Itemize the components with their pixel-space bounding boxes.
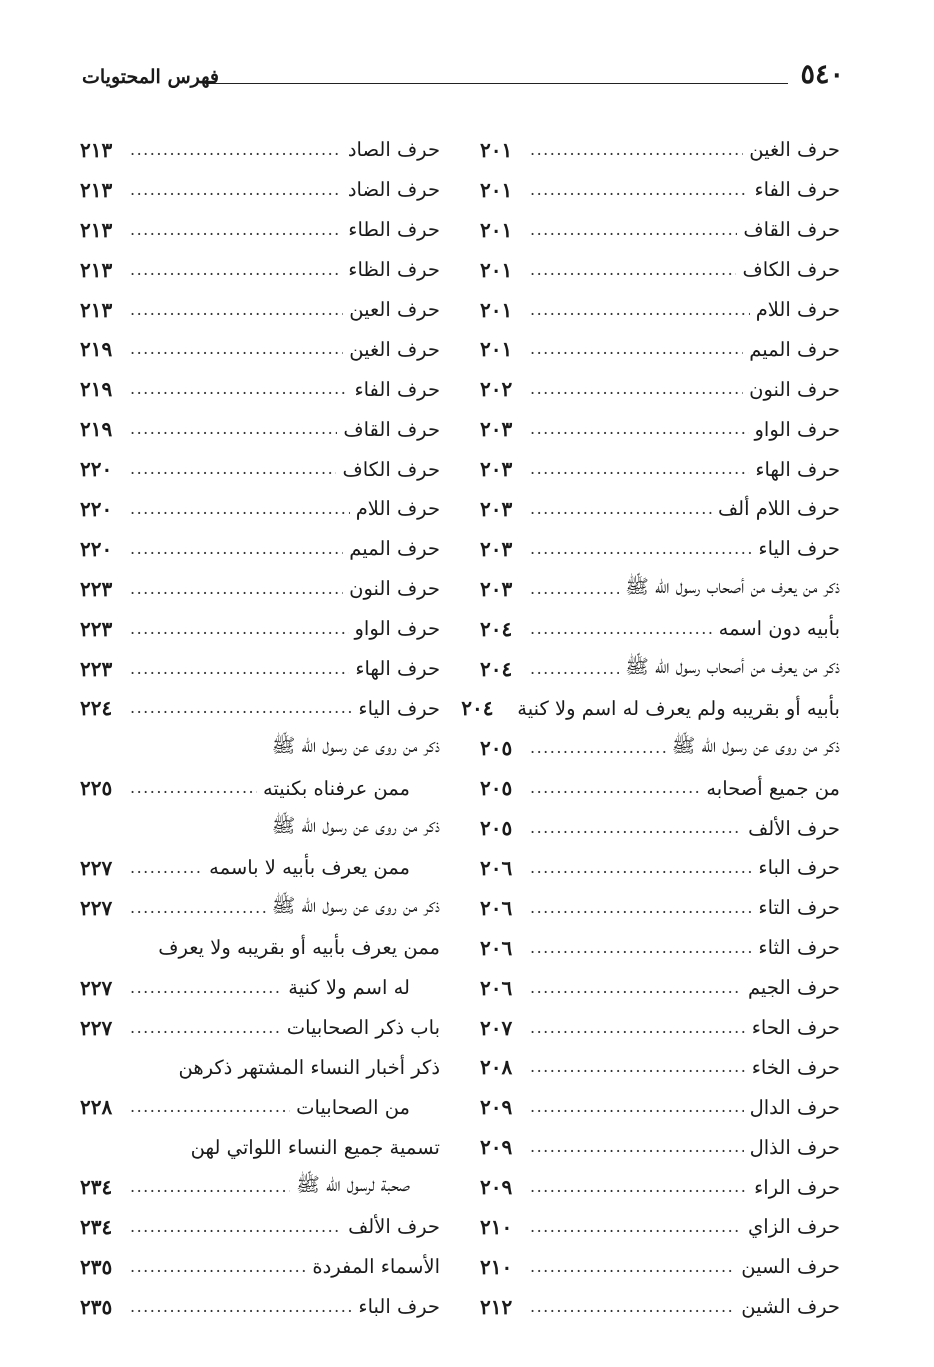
toc-entry-title: حرف الغين	[349, 337, 440, 361]
toc-entry-page: ٢١٩	[80, 377, 113, 402]
toc-entry-title: حرف القاف	[743, 218, 840, 242]
toc-entry-title: ممن يعرف بأبيه لا باسمه	[209, 856, 410, 880]
dot-leader	[130, 778, 257, 798]
dot-leader	[530, 419, 749, 439]
toc-entry	[80, 968, 440, 1008]
toc-entry-page: ٢٢٥	[80, 776, 113, 801]
toc-entry-title: حرف الهاء	[755, 457, 840, 481]
toc-entry	[80, 649, 440, 689]
toc-entry-title: حرف اللام ألف	[717, 497, 840, 521]
toc-entry	[480, 1207, 840, 1247]
toc-entry-title: حرف الصاد	[347, 138, 440, 162]
toc-entry-title: حرف الثاء	[758, 936, 840, 960]
dot-leader	[530, 260, 736, 280]
toc-entry-page: ٢٠١	[480, 137, 513, 162]
dot-leader	[530, 1057, 746, 1077]
toc-entry	[480, 130, 840, 170]
toc-entry-page: ٢٠٦	[480, 855, 513, 880]
toc-entry-page: ٢١٣	[80, 297, 113, 322]
toc-entry-page: ٢٠٣	[480, 536, 513, 561]
dot-leader	[130, 619, 349, 639]
toc-entry-page: ٢٣٤	[80, 1175, 113, 1200]
toc-entry-page: ٢٢٧	[80, 895, 113, 920]
dot-leader	[130, 858, 203, 878]
toc-entry	[480, 848, 840, 888]
toc-entry-title: حرف الفاء	[754, 178, 840, 202]
dot-leader	[530, 978, 742, 998]
toc-entry-page: ٢٠٣	[480, 457, 513, 482]
toc-entry-title: حرف الألف	[348, 1215, 440, 1239]
toc-entry-title: ذكر من روى عن رسول الله ﷺ	[271, 734, 440, 758]
toc-entry	[480, 329, 840, 369]
toc-entry-title: حرف الكاف	[742, 258, 840, 282]
dot-leader	[530, 1217, 742, 1237]
toc-entry-page: ٢٠١	[480, 177, 513, 202]
toc-entry-page: ٢٢٧	[80, 855, 113, 880]
dot-leader	[530, 180, 748, 200]
toc-entry	[80, 1008, 440, 1048]
toc-entry-title: حرف الألف	[748, 816, 840, 840]
toc-entry-page: ٢٠١	[480, 217, 513, 242]
dot-leader	[130, 140, 342, 160]
toc-entry-title: حرف الميم	[349, 537, 440, 561]
toc-entry	[480, 250, 840, 290]
toc-entry-title: حرف الغين	[749, 138, 840, 162]
toc-entry-title: حرف الميم	[749, 337, 840, 361]
toc-entry-page: ٢١٣	[80, 257, 113, 282]
dot-leader	[530, 300, 750, 320]
toc-entry-page: ٢٠٣	[480, 496, 513, 521]
toc-entry	[480, 1167, 840, 1207]
toc-entry-title: حرف اللام	[755, 298, 840, 321]
toc-entry	[480, 928, 840, 968]
toc-entry-page: ٢٠١	[480, 337, 513, 362]
toc-entry	[480, 728, 840, 768]
dot-leader	[530, 220, 737, 240]
dot-leader	[530, 140, 743, 160]
toc-entry-title: بأبيه أو بقريبه ولم يعرف له اسم ولا كنية	[517, 696, 840, 720]
toc-entry	[80, 369, 440, 409]
toc-entry-page: ٢٠٨	[480, 1055, 513, 1080]
toc-entry-title: حرف التاء	[758, 896, 840, 920]
toc-entry	[480, 1247, 840, 1287]
toc-entry	[480, 1008, 840, 1048]
toc-entry	[80, 449, 440, 489]
toc-entry	[80, 1087, 440, 1127]
toc-entry	[80, 848, 440, 888]
toc-entry	[480, 768, 840, 808]
toc-entry	[480, 569, 840, 609]
toc-entry-title: ذكر من روى عن رسول الله ﷺ	[271, 893, 440, 917]
toc-entry	[480, 888, 840, 928]
toc-entry	[80, 1167, 440, 1207]
toc-entry	[480, 1127, 840, 1167]
dot-leader	[130, 1297, 352, 1317]
dot-leader	[130, 1177, 290, 1197]
toc-entry-title: حرف السين	[741, 1255, 840, 1279]
toc-entry-page: ٢٠١	[480, 297, 513, 322]
toc-entry	[480, 489, 840, 529]
toc-entry-page: ٢٠٧	[480, 1015, 513, 1040]
dot-leader	[130, 459, 336, 479]
toc-entry-page: ٢٢٠	[80, 457, 113, 482]
toc-entry-title: ذكر من يعرف من أصحاب رسول الله ﷺ	[625, 574, 840, 598]
toc-entry-page: ٢٣٤	[80, 1214, 113, 1239]
toc-entry-page: ٢١٠	[480, 1254, 513, 1279]
dot-leader	[530, 659, 619, 679]
toc-entry	[480, 409, 840, 449]
dot-leader	[130, 978, 282, 998]
toc-entry-page: ٢١٩	[80, 417, 113, 442]
toc-entry-title: حرف الطاء	[348, 218, 440, 242]
toc-entry	[80, 1247, 440, 1287]
toc-entry-page: ٢٢٣	[80, 576, 113, 601]
toc-entry-page: ٢١٠	[480, 1214, 513, 1239]
toc-entry-title: حرف الظاء	[348, 258, 440, 282]
page-header	[82, 60, 844, 96]
toc-entry	[80, 329, 440, 369]
toc-entry-page: ٢٠٦	[480, 935, 513, 960]
toc-entry	[80, 609, 440, 649]
toc-entry	[480, 369, 840, 409]
toc-entry	[80, 130, 440, 170]
dot-leader	[130, 1018, 281, 1038]
toc-entry-page: ٢٠٣	[480, 417, 513, 442]
toc-entry	[80, 888, 440, 928]
dot-leader	[530, 858, 752, 878]
header-rule	[206, 83, 788, 84]
toc-entry-title: حرف الدال	[749, 1095, 840, 1119]
toc-entry-page: ٢٢٣	[80, 616, 113, 641]
toc-entry	[80, 768, 440, 808]
dot-leader	[130, 539, 343, 559]
dot-leader	[130, 419, 337, 439]
toc-entry-title: ذكر من روى عن رسول الله ﷺ	[271, 814, 440, 838]
toc-entry-title: صحبة لرسول الله ﷺ	[296, 1173, 410, 1197]
dot-leader	[530, 499, 712, 519]
toc-entry-title: حرف الفاء	[354, 377, 440, 401]
dot-leader	[530, 1137, 744, 1157]
dot-leader	[530, 738, 666, 758]
dot-leader	[530, 459, 749, 479]
toc-entry	[480, 170, 840, 210]
toc-entry-page: ٢٢٧	[80, 975, 113, 1000]
toc-entry-page: ٢١٣	[80, 137, 113, 162]
toc-entry-page: ٢١٣	[80, 177, 113, 202]
dot-leader	[130, 698, 352, 718]
toc-entry-title: حرف الواو	[754, 417, 840, 441]
toc-entry-title: حرف الباء	[358, 1295, 440, 1319]
toc-entry-page: ٢٠٩	[480, 1175, 513, 1200]
dot-leader	[130, 220, 342, 240]
toc-entry-title: حرف الحاء	[751, 1016, 840, 1040]
dot-leader	[530, 1177, 748, 1197]
toc-entry-page: ٢٢٣	[80, 656, 113, 681]
toc-entry-title: من جميع أصحابه	[706, 776, 840, 800]
toc-entry	[480, 529, 840, 569]
dot-leader	[130, 579, 343, 599]
toc-entry-page: ٢٢٧	[80, 1015, 113, 1040]
dot-leader	[530, 539, 752, 559]
dot-leader	[130, 1097, 290, 1117]
toc-entry-page: ٢٢٠	[80, 496, 113, 521]
dot-leader	[530, 1018, 746, 1038]
toc-entry	[80, 170, 440, 210]
toc-entry-title: حرف النون	[749, 377, 840, 401]
toc-entry-page: ٢٠٥	[480, 816, 513, 841]
toc-entry-page: ٢٠٦	[480, 975, 513, 1000]
toc-entry-title: حرف النون	[349, 577, 440, 601]
toc-entry-title: له اسم ولا كنية	[288, 976, 410, 1000]
toc-entry-title: حرف الضاد	[347, 178, 440, 202]
toc-entry-page: ٢٠٦	[480, 895, 513, 920]
toc-entry-page: ٢٢٨	[80, 1095, 113, 1120]
toc-entry	[80, 1287, 440, 1327]
toc-entry	[80, 569, 440, 609]
toc-entry-page: ٢٠٥	[480, 776, 513, 801]
toc-entry-title: حرف الذال	[749, 1135, 840, 1159]
toc-entry	[480, 1047, 840, 1087]
toc-entry	[480, 649, 840, 689]
dot-leader	[530, 1097, 744, 1117]
toc-entry-page: ٢٠٥	[480, 736, 513, 761]
toc-entry-page: ٢٠٤	[480, 656, 513, 681]
toc-entry-page: ٢٠٢	[480, 377, 513, 402]
toc-entry	[80, 688, 440, 728]
toc-entry	[80, 210, 440, 250]
toc-entry	[80, 1047, 440, 1087]
toc-entry-title: تسمية جميع النساء اللواتي لهن	[190, 1135, 440, 1159]
toc-entry-title: حرف الهاء	[355, 657, 440, 681]
dot-leader	[530, 379, 743, 399]
dot-leader	[130, 659, 349, 679]
toc-entry-page: ٢١٢	[480, 1294, 513, 1319]
toc-entry	[80, 409, 440, 449]
dot-leader	[130, 300, 343, 320]
toc-entry	[480, 1087, 840, 1127]
toc-entry	[80, 728, 440, 768]
toc-entry	[80, 928, 440, 968]
toc-entry-title: حرف الياء	[758, 537, 840, 561]
toc-entry	[480, 290, 840, 330]
toc-entry	[480, 609, 840, 649]
dot-leader	[530, 938, 752, 958]
toc-entry-title: الأسماء المفردة	[312, 1255, 440, 1279]
toc-entry-page: ٢٠٣	[480, 576, 513, 601]
dot-leader	[530, 579, 619, 599]
toc-entry-page: ٢٢٠	[80, 536, 113, 561]
toc-entry-title: حرف الكاف	[342, 457, 440, 481]
toc-entry	[80, 1127, 440, 1167]
toc-entry-page: ٢٠٩	[480, 1135, 513, 1160]
toc-entry-title: ذكر من روى عن رسول الله ﷺ	[671, 734, 840, 758]
dot-leader	[130, 1257, 306, 1277]
dot-leader	[530, 1297, 735, 1317]
dot-leader	[130, 180, 342, 200]
dot-leader	[530, 818, 742, 838]
toc-entry-page: ٢٢٤	[80, 696, 113, 721]
dot-leader	[130, 499, 350, 519]
toc-entry-title: حرف الباء	[758, 856, 840, 880]
toc-entry-title: ذكر أخبار النساء المشتهر ذكرهن	[178, 1055, 440, 1079]
toc-entry	[480, 449, 840, 489]
toc-entry-title: باب ذكر الصحابيات	[286, 1016, 440, 1040]
toc-entry-title: ممن عرفناه بكنيته	[262, 776, 410, 800]
dot-leader	[530, 339, 743, 359]
dot-leader	[130, 260, 342, 280]
toc-entry-page: ٢١٣	[80, 217, 113, 242]
toc-entry-page: ٢٣٥	[80, 1294, 113, 1319]
page-number: ٥٤٠	[800, 59, 844, 90]
toc-entry	[480, 808, 840, 848]
toc-entry	[80, 489, 440, 529]
dot-leader	[530, 1257, 735, 1277]
dot-leader	[130, 379, 348, 399]
toc-entry-title: بأبيه دون اسمه	[718, 617, 840, 641]
toc-entry	[80, 250, 440, 290]
toc-entry-page: ٢٣٥	[80, 1254, 113, 1279]
toc-entry	[480, 1287, 840, 1327]
toc-entry-title: حرف العين	[349, 298, 440, 321]
dot-leader	[130, 898, 266, 918]
toc-entry-title: حرف الشين	[741, 1295, 840, 1319]
dot-leader	[530, 898, 752, 918]
toc-entry-title: حرف الواو	[354, 617, 440, 641]
toc-entry	[480, 210, 840, 250]
toc-entry-page: ٢٠٤	[461, 696, 494, 721]
dot-leader	[530, 778, 700, 798]
toc-entry	[80, 808, 440, 848]
toc-entry-title: ذكر من يعرف من أصحاب رسول الله ﷺ	[625, 654, 840, 678]
toc-entry	[480, 968, 840, 1008]
toc-column-right	[461, 130, 840, 1327]
toc-entry-title: حرف الياء	[358, 696, 440, 720]
toc-column-left	[80, 130, 440, 1327]
dot-leader	[130, 1217, 342, 1237]
dot-leader	[530, 619, 713, 639]
toc-entry-title: حرف اللام	[355, 497, 440, 521]
toc-entry-page: ٢٠٩	[480, 1095, 513, 1120]
toc-entry-title: ممن يعرف بأبيه أو بقريبه ولا يعرف	[158, 936, 440, 960]
dot-leader	[130, 339, 343, 359]
toc-entry-title: حرف الزاي	[747, 1215, 840, 1239]
toc-entry-page: ٢٠٤	[480, 616, 513, 641]
toc-entry-title: حرف القاف	[343, 417, 440, 441]
toc-entry	[80, 290, 440, 330]
toc-entry-page: ٢٠١	[480, 257, 513, 282]
toc-entry-title: حرف الخاء	[751, 1055, 840, 1079]
toc-entry-title: حرف الراء	[754, 1175, 840, 1199]
toc-entry-page: ٢١٩	[80, 337, 113, 362]
toc-entry-title: من الصحابيات	[296, 1095, 410, 1119]
toc-entry	[461, 688, 840, 728]
toc-entry	[80, 529, 440, 569]
toc-entry-title: حرف الجيم	[747, 976, 840, 1000]
toc-entry	[80, 1207, 440, 1247]
header-title: فهرس المحتويات	[82, 66, 219, 88]
